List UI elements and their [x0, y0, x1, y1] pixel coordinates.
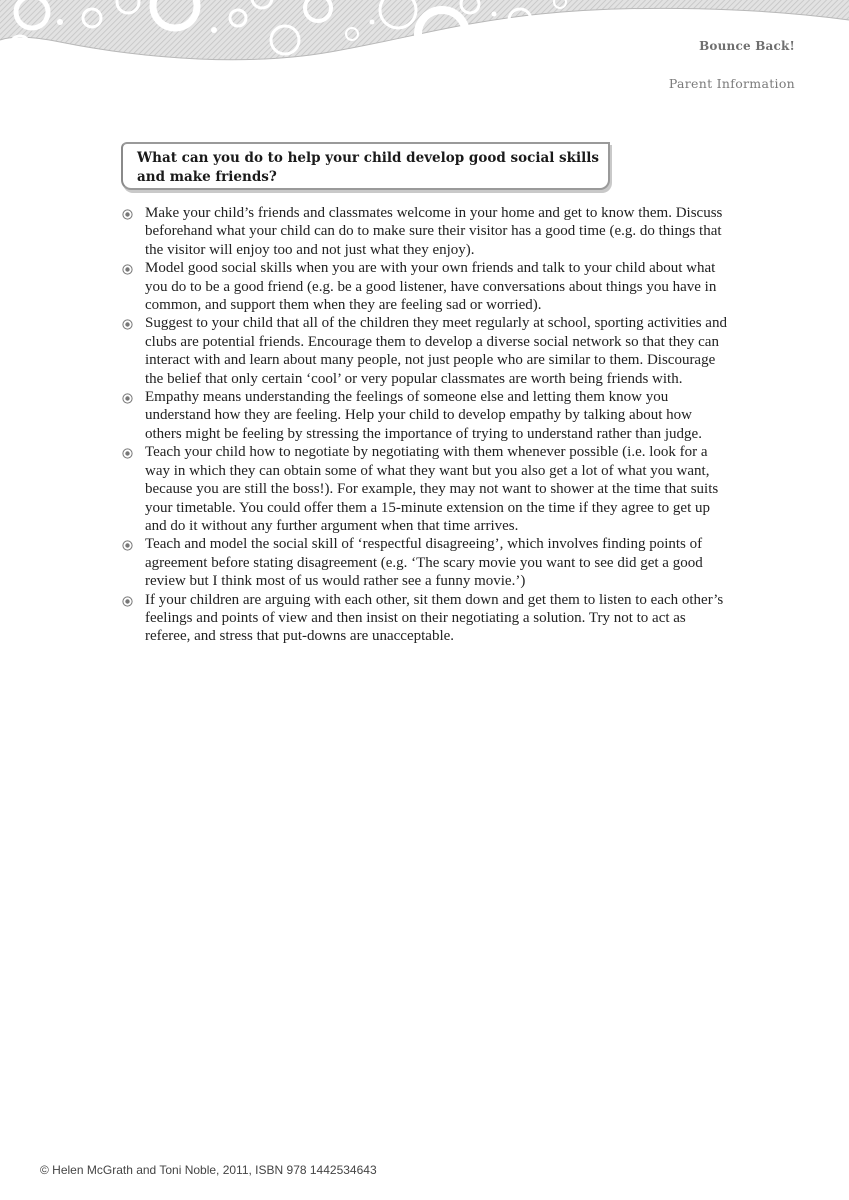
- bullet-icon: [122, 393, 133, 404]
- tip-text: Model good social skills when you are with your own friends and talk to your child about what you do to be a good friend (e.g. be a good listener, have conversations about things you have in common, and support them when they are feeling sad or worried).: [145, 260, 717, 314]
- tip-text: Teach your child how to negotiate by negotiating with them whenever possible (i.e. look for a way in which they can obtain some of what they want but you also get a lot of what you want, because you are still the boss!). For example, they may not want to shower at the time that suits your timetable. You could offer them a 15-minute extension on the time if they agree to get up and do it without any further argument when that time arrives.: [145, 444, 719, 534]
- list-item: [120, 259, 732, 314]
- list-item: [120, 388, 732, 443]
- tip-text: If your children are arguing with each other, sit them down and get them to listen to each other’s feelings and points of view and then insist on their negotiating a solution. Try not to act as referee, and stress that put-downs are unacceptable.: [145, 591, 724, 645]
- copyright-footer: © Helen McGrath and Toni Noble, 2011, ISBN 978 1442534643: [40, 1163, 377, 1177]
- list-item: [120, 443, 732, 535]
- tips-list: [120, 204, 732, 646]
- list-item: [120, 591, 732, 646]
- header-title: Bounce Back!: [699, 39, 795, 53]
- bullet-icon: [122, 540, 133, 551]
- question-heading: What can you do to help your child develop good social skills and make friends?: [137, 150, 599, 185]
- list-item: [120, 204, 732, 259]
- list-item: [120, 314, 732, 388]
- tip-text: Teach and model the social skill of ‘respectful disagreeing’, which involves finding points of agreement before stating disagreement (e.g. ‘The scary movie you want to see did get a good review but I think most of us would rather see a funny movie.’): [145, 536, 703, 590]
- header-subtitle: Parent Information: [668, 76, 795, 91]
- list-item: [120, 535, 732, 590]
- bullet-icon: [122, 319, 133, 330]
- bullet-icon: [122, 264, 133, 275]
- bullet-icon: [122, 209, 133, 220]
- tip-text: Empathy means understanding the feelings of someone else and letting them know you understand how they are feeling. Help your child to develop empathy by talking about how others might be feeling by stressing the importance of trying to understand rather than judge.: [145, 389, 702, 442]
- tip-text: Make your child’s friends and classmates welcome in your home and get to know them. Discuss beforehand what your child can do to make sure their visitor has a good time (e.g. do things that the visitor will enjoy too and not just what they enjoy).: [145, 205, 723, 258]
- bullet-icon: [122, 596, 133, 607]
- tip-text: Suggest to your child that all of the children they meet regularly at school, sporting activities and clubs are potential friends. Encourage them to develop a diverse social network so that they can interact with and learn about many people, not just people who are similar to them. Discourage the belief that only certain ‘cool’ or very popular classmates are worth being friends with.: [145, 315, 727, 387]
- question-box: [121, 142, 610, 190]
- bullet-icon: [122, 448, 133, 459]
